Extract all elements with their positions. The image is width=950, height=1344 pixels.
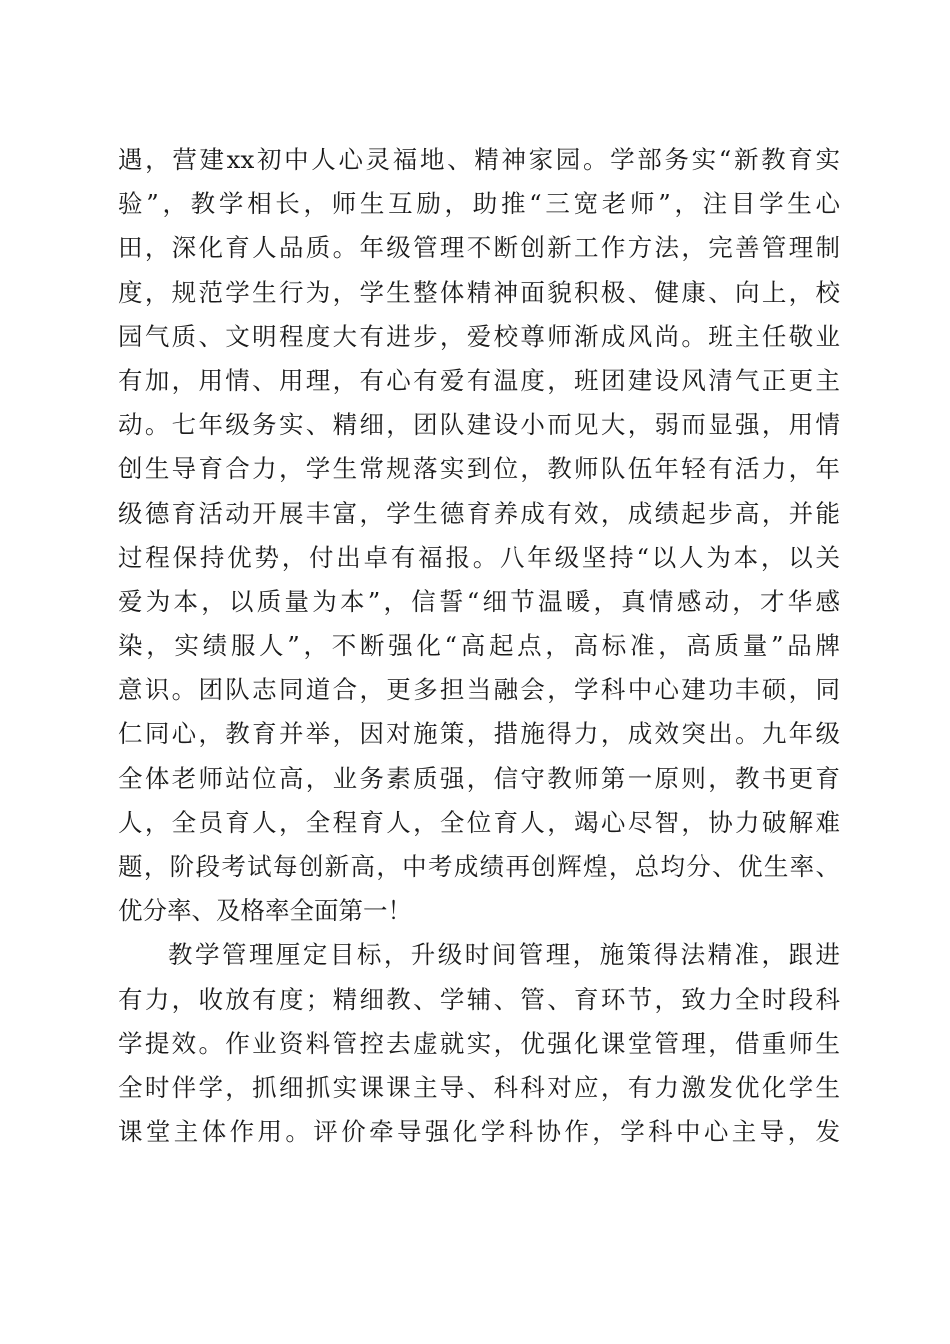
paragraph-2-line: 有力，收放有度；精细教、学辅、管、育环节，致力全时段科 (118, 984, 840, 1014)
paragraph-1-last-line: 优分率、及格率全面第一！ (118, 896, 412, 926)
paragraph-1-line: 动。七年级务实、精细，团队建设小而见大，弱而显强，用情 (118, 410, 840, 440)
paragraph-1-line: 仁同心，教育并举，因对施策，措施得力，成效突出。九年级 (118, 719, 840, 749)
paragraph-1-line: 验”，教学相长，师生互励，助推“三宽老师”，注目学生心 (118, 189, 840, 219)
paragraph-1-line: 田，深化育人品质。年级管理不断创新工作方法，完善管理制 (118, 233, 840, 263)
paragraph-1-line: 爱为本，以质量为本”，信誓“细节温暖，真情感动，才华感 (118, 586, 840, 616)
paragraph-1-line: 度，规范学生行为，学生整体精神面貌积极、健康、向上，校 (118, 277, 840, 307)
paragraph-2-line: 全时伴学，抓细抓实课课主导、科科对应，有力激发优化学生 (118, 1072, 840, 1102)
paragraph-1-line: 有加，用情、用理，有心有爱有温度，班团建设风清气正更主 (118, 365, 840, 395)
paragraph-1-line: 园气质、文明程度大有进步，爱校尊师渐成风尚。班主任敬业 (118, 321, 840, 351)
paragraph-1-line: 遇，营建xx初中人心灵福地、精神家园。学部务实“新教育实 (118, 145, 840, 174)
paragraph-1-line: 过程保持优势，付出卓有福报。八年级坚持“以人为本，以关 (118, 542, 840, 572)
paragraph-1-line: 人，全员育人，全程育人，全位育人，竭心尽智，协力破解难 (118, 807, 840, 837)
paragraph-1-line: 题，阶段考试每创新高，中考成绩再创辉煌，总均分、优生率、 (118, 852, 840, 881)
paragraph-1-line: 意识。团队志同道合，更多担当融会，学科中心建功丰硕，同 (118, 675, 840, 705)
paragraph-2-first-line: 教学管理厘定目标，升级时间管理，施策得法精准，跟进 (168, 940, 840, 970)
paragraph-1-line: 创生导育合力，学生常规落实到位，教师队伍年轻有活力，年 (118, 454, 840, 484)
paragraph-2-line: 学提效。作业资料管控去虚就实，优强化课堂管理，借重师生 (118, 1028, 840, 1058)
paragraph-1-line: 全体老师站位高，业务素质强，信守教师第一原则，教书更育 (118, 763, 840, 793)
paragraph-1-line: 级德育活动开展丰富，学生德育养成有效，成绩起步高，并能 (118, 498, 840, 528)
paragraph-1-line: 染，实绩服人”，不断强化“高起点，高标准，高质量”品牌 (118, 631, 840, 661)
paragraph-2-line: 课堂主体作用。评价牵导强化学科协作，学科中心主导，发 (118, 1117, 840, 1147)
document-body (118, 138, 840, 1154)
